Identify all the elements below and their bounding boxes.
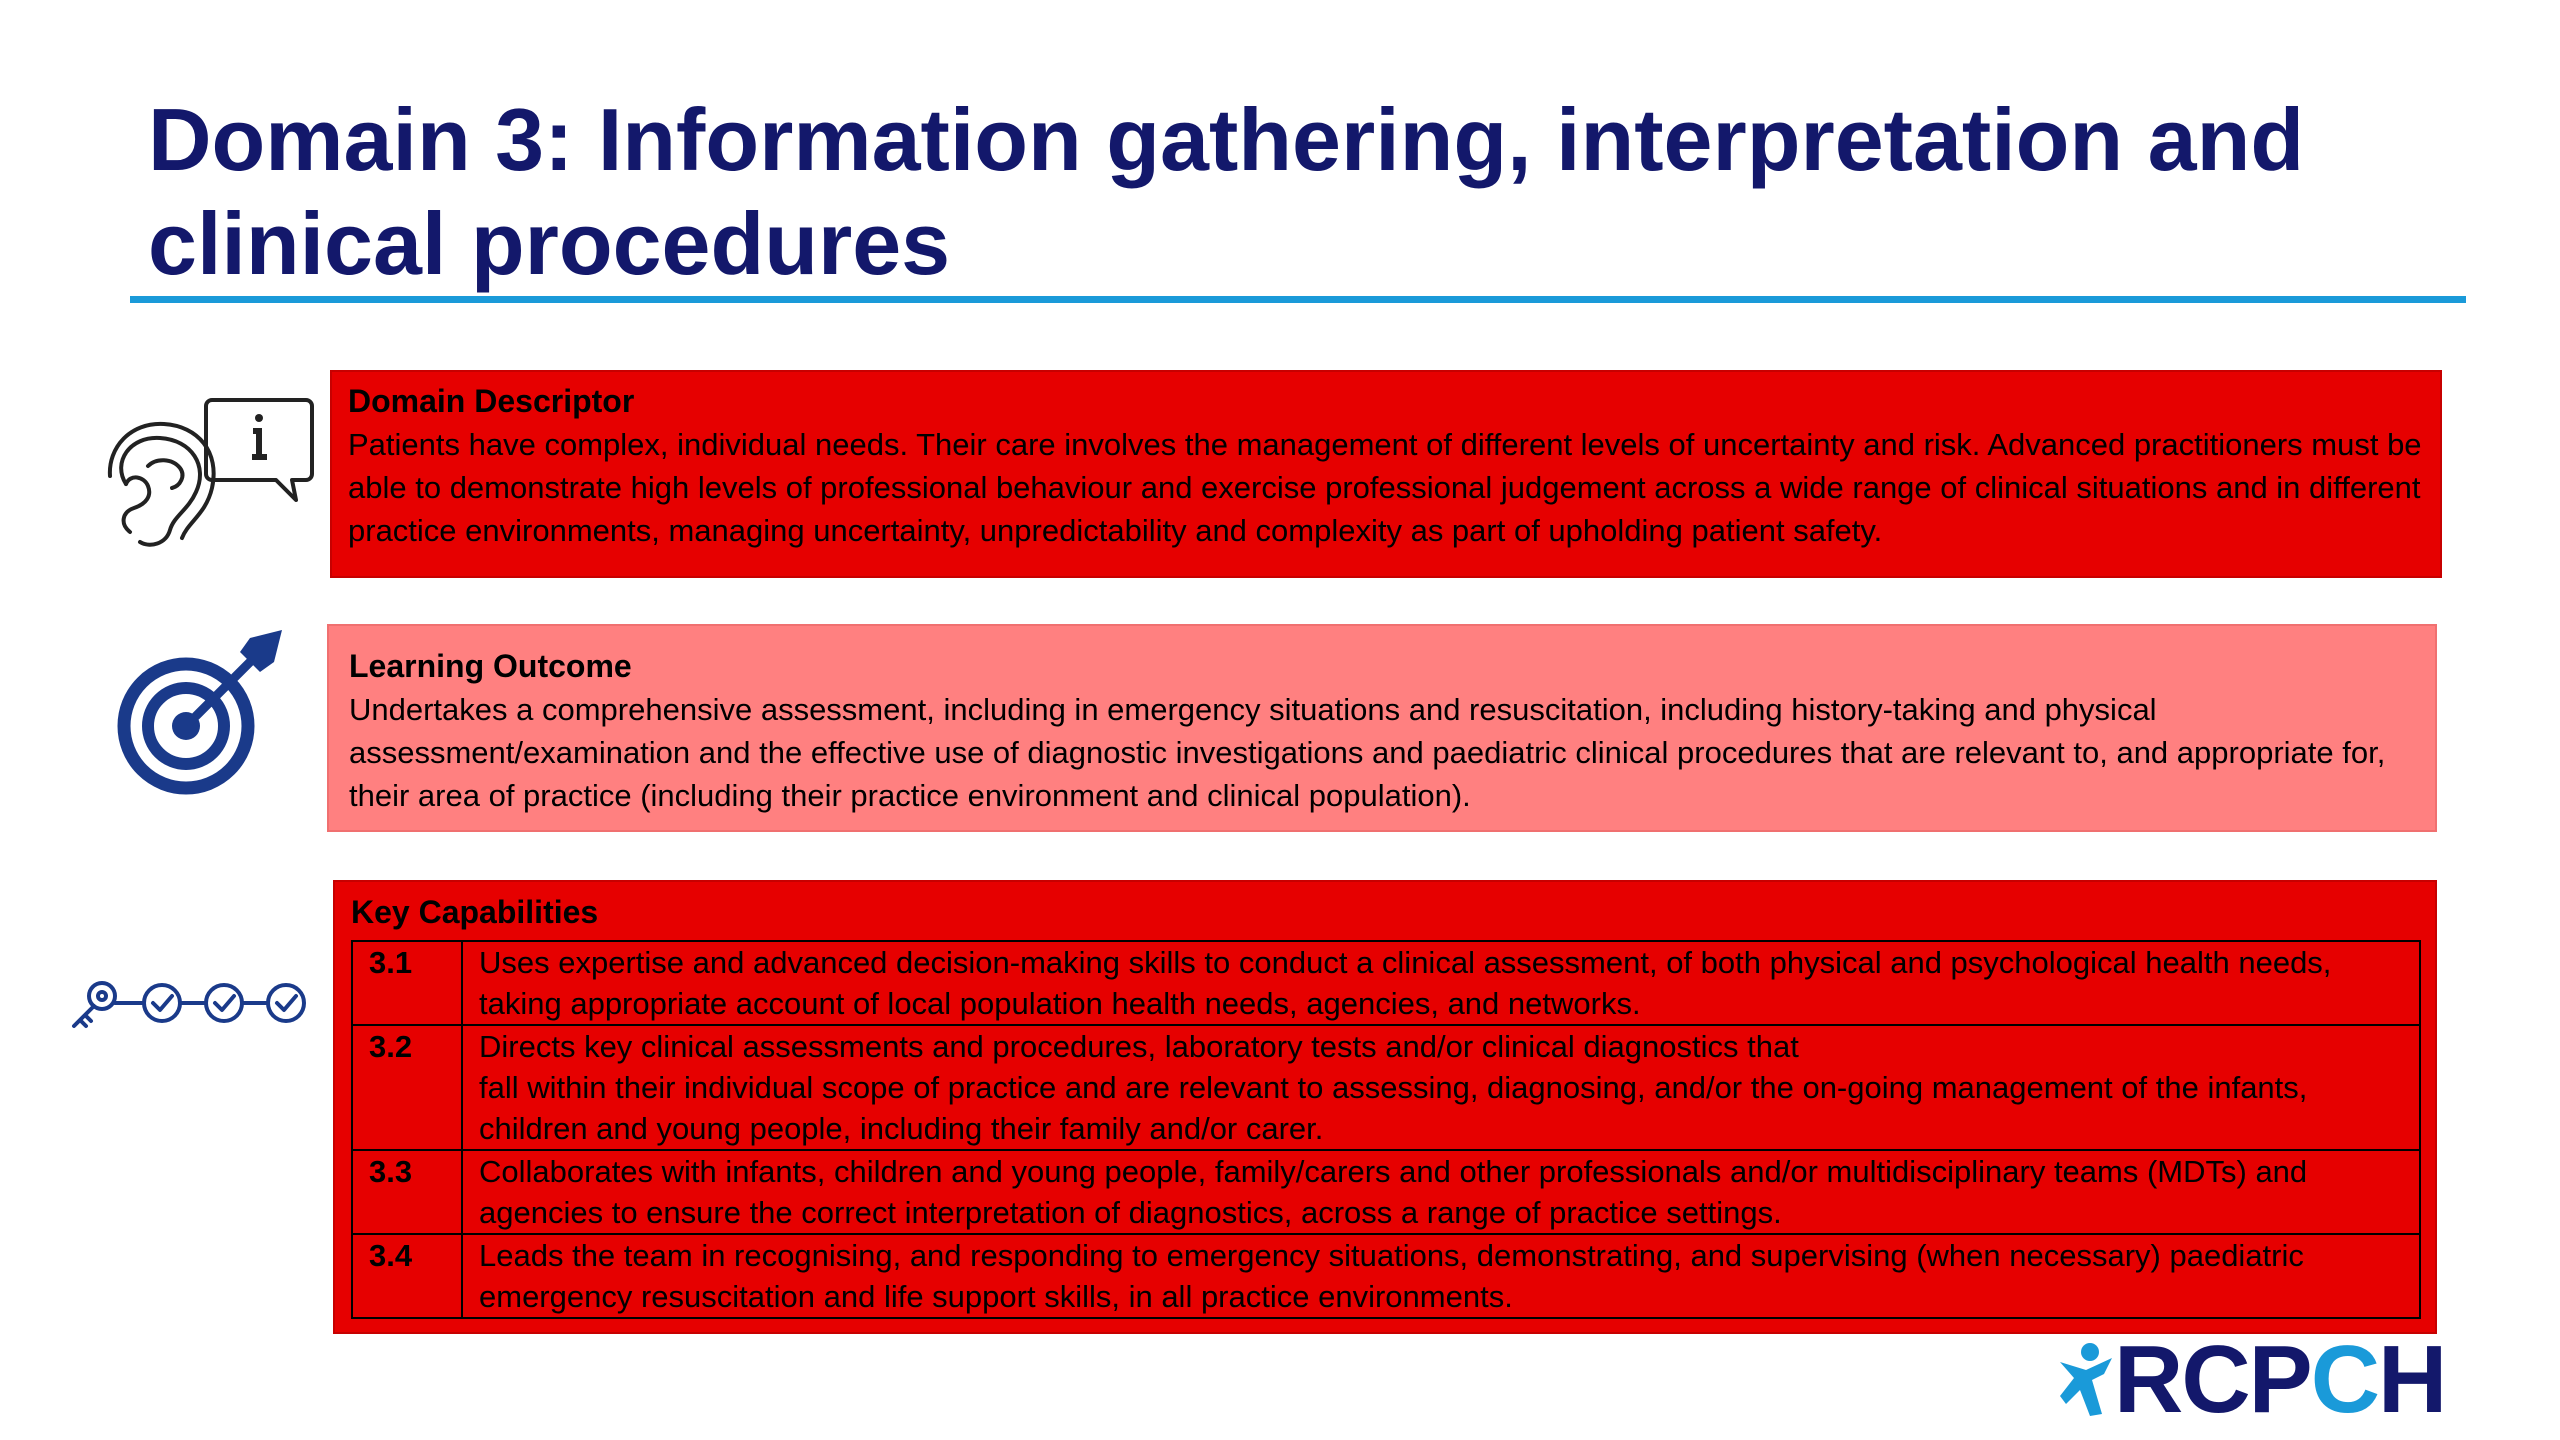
table-row: [352, 941, 2420, 1025]
capability-text-line: fall within their individual scope of practice and are relevant to assessing, diagnosing, and/or the on-going management of the infants, children and young people, including their family and/or carer.: [479, 1070, 2308, 1146]
capability-text: [462, 1025, 2420, 1150]
rcpch-figure-icon: [2056, 1340, 2116, 1425]
capability-number: 3.1: [352, 941, 462, 1025]
logo-text-rcp: RCP: [2114, 1326, 2311, 1433]
key-checkmarks-icon: [66, 976, 316, 1036]
capability-text: Uses expertise and advanced decision-making skills to conduct a clinical assessment, of both physical and psychological health needs, taking appropriate account of local population health needs, agencies, and networks.: [462, 941, 2420, 1025]
learning-outcome-heading: Learning Outcome: [349, 648, 632, 684]
domain-descriptor-text: Patients have complex, individual needs. Their care involves the management of different levels of uncertainty and risk. Advanced practitioners must be able to demonstrate high levels of professional behaviour and exercise professional judgement across a wide range of clinical situations and in different practice environments, managing uncertainty, unpredictability and complexity as part of upholding patient safety.: [348, 427, 2422, 548]
rcpch-logo: [2056, 1326, 2476, 1433]
logo-text-h: H: [2378, 1326, 2446, 1433]
ear-info-icon: [100, 392, 320, 552]
table-row: [352, 1234, 2420, 1318]
rcpch-wordmark: [2114, 1326, 2446, 1433]
table-row: [352, 1150, 2420, 1234]
key-capabilities-panel: [333, 880, 2437, 1334]
target-arrow-icon: [110, 630, 290, 800]
domain-descriptor-heading: Domain Descriptor: [348, 383, 635, 419]
capability-number: 3.4: [352, 1234, 462, 1318]
learning-outcome-text: Undertakes a comprehensive assessment, including in emergency situations and resuscitation, including history-taking and physical assessment/examination and the effective use of diagnostic investigations and paediatric clinical procedures that are relevant to, and appropriate for, their area of practice (including their practice environment and clinical population).: [349, 692, 2386, 813]
table-row: [352, 1025, 2420, 1150]
page-title: Domain 3: Information gathering, interpretation and clinical procedures: [148, 90, 2305, 293]
title-underline: [130, 296, 2466, 303]
logo-text-c: C: [2310, 1326, 2379, 1433]
capability-number: 3.3: [352, 1150, 462, 1234]
learning-outcome-panel: [327, 624, 2437, 832]
capability-text: Leads the team in recognising, and responding to emergency situations, demonstrating, and supervising (when necessary) paediatric emergency resuscitation and life support skills, in all practice environments.: [462, 1234, 2420, 1318]
key-capabilities-table: [351, 940, 2421, 1319]
key-capabilities-heading: Key Capabilities: [351, 894, 599, 930]
domain-descriptor-panel: [330, 370, 2442, 578]
capability-number: 3.2: [352, 1025, 462, 1150]
capability-text: Collaborates with infants, children and young people, family/carers and other professionals and/or multidisciplinary teams (MDTs) and agencies to ensure the correct interpretation of diagnostics, across a range of practice settings.: [462, 1150, 2420, 1234]
capability-text-line: Directs key clinical assessments and procedures, laboratory tests and/or clinical diagnostics that: [479, 1029, 1799, 1064]
